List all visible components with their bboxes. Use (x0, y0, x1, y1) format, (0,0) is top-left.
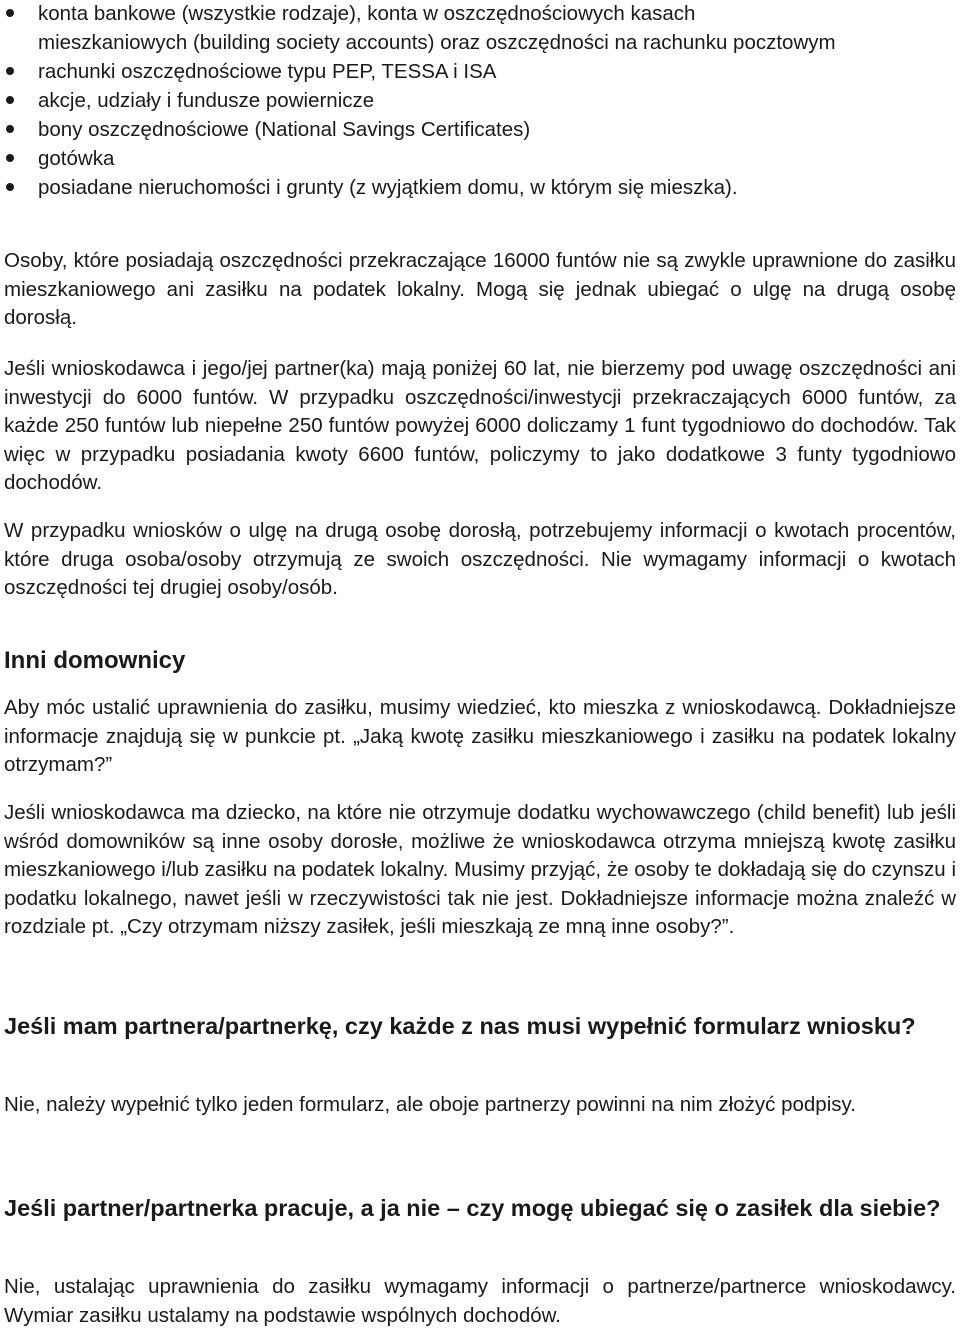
savings-types-list (0, 0, 960, 202)
list-item-text: akcje, udziały i fundusze powiernicze (38, 89, 375, 112)
list-item (0, 0, 960, 57)
list-item-text: gotówka (38, 147, 115, 170)
list-item (0, 115, 960, 144)
list-item-text: posiadane nieruchomości i grunty (z wyjątkiem domu, w którym się mieszka). (38, 176, 738, 199)
answer-partner-works: Nie, ustalając uprawnienia do zasiłku wymagamy informacji o partnerze/partnerce wnioskodawcy. Wymiar zasiłku ustalamy na podstawie wspólnych dochodów. (4, 1275, 956, 1327)
household-info-paragraph: Aby móc ustalić uprawnienia do zasiłku, musimy wiedzieć, kto mieszka z wnioskodawcą. Dokładniejsze informacje znajdują się w punkcie pt. „Jaką kwotę zasiłku mieszkaniowego i zasiłku na podatek lokalny otrzymam?” (4, 696, 956, 777)
list-item (0, 86, 960, 115)
list-item-text: konta bankowe (wszystkie rodzaje), konta w oszczędnościowych kasach mieszkaniowych (building society accounts) oraz oszczędności na rachunku pocztowym (38, 2, 836, 54)
list-item (0, 144, 960, 173)
bullet-icon (6, 125, 14, 133)
other-adults-paragraph: Jeśli wnioskodawca ma dziecko, na które nie otrzymuje dodatku wychowawczego (child benefit) lub jeśli wśród domowników są inne osoby dorosłe, możliwe że wnioskodawca otrzyma mniejszą kwotę zasiłku mieszkaniowego i/lub zasiłku na podatek lokalny. Musimy przyjąć, że osoby te dokładają się do czynszu i podatku lokalnego, nawet jeśli w rzeczywistości tak nie jest. Dokładniejsze informacje można znaleźć w rozdziale pt. „Czy otrzymam niższy zasiłek, jeśli mieszkają ze mną inne osoby?”. (4, 801, 956, 939)
list-item (0, 57, 960, 86)
section-heading-other-household: Inni domownicy (4, 647, 186, 674)
question-heading-partner-works: Jeśli partner/partnerka pracuje, a ja nie – czy mogę ubiegać się o zasiłek dla siebie? (4, 1195, 941, 1221)
bullet-icon (6, 154, 14, 162)
second-adult-paragraph: W przypadku wniosków o ulgę na drugą osobę dorosłą, potrzebujemy informacji o kwotach procentów, które druga osoba/osoby otrzymują ze swoich oszczędności. Nie wymagamy informacji o kwotach oszczędności tej drugiej osoby/osób. (4, 519, 956, 600)
answer-partner-form: Nie, należy wypełnić tylko jeden formularz, ale oboje partnerzy powinni na nim złożyć podpisy. (4, 1093, 856, 1116)
bullet-icon (6, 67, 14, 75)
savings-threshold-paragraph: Osoby, które posiadają oszczędności przekraczające 16000 funtów nie są zwykle uprawnione do zasiłku mieszkaniowego ani zasiłku na podatek lokalny. Mogą się jednak ubiegać o ulgę na drugą osobę dorosłą. (4, 249, 956, 330)
question-heading-partner-form: Jeśli mam partnera/partnerkę, czy każde z nas musi wypełnić formularz wniosku? (4, 1013, 916, 1039)
list-item (0, 173, 960, 202)
bullet-icon (6, 183, 14, 191)
bullet-icon (6, 96, 14, 104)
list-item-text: rachunki oszczędnościowe typu PEP, TESSA i ISA (38, 60, 497, 83)
savings-calculation-paragraph: Jeśli wnioskodawca i jego/jej partner(ka) mają poniżej 60 lat, nie bierzemy pod uwagę oszczędności ani inwestycji do 6000 funtów. W przypadku oszczędności/inwestycji przekraczających 6000 funtów, za każde 250 funtów lub niepełne 250 funtów powyżej 6000 doliczamy 1 funt tygodniowo do dochodów. Tak więc w przypadku posiadania kwoty 6600 funtów, policzymy to jako dodatkowe 3 funty tygodniowo dochodów. (4, 357, 956, 495)
bullet-icon (6, 9, 14, 17)
list-item-text: bony oszczędnościowe (National Savings Certificates) (38, 118, 531, 141)
